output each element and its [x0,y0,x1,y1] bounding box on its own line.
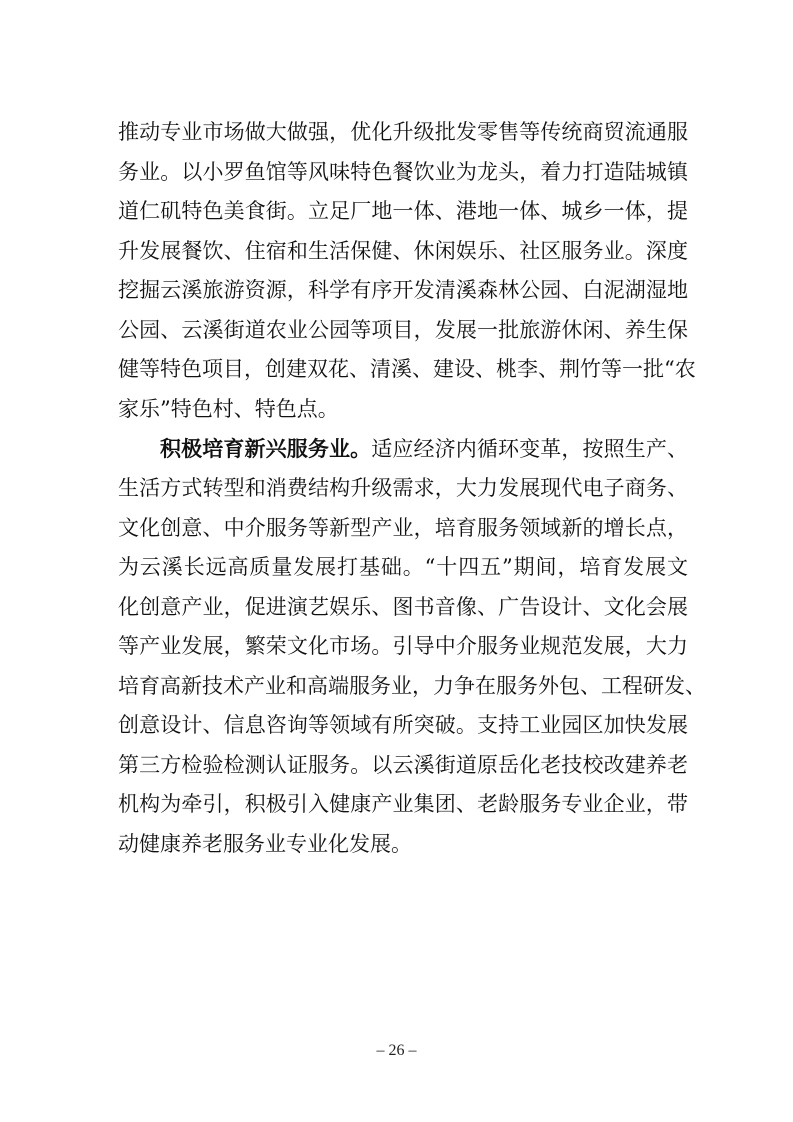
paragraph-2-line-2: 生活方式转型和消费结构升级需求，大力发展现代电子商务、 [118,476,688,500]
paragraph-2-line-5: 化创意产业，促进演艺娱乐、图书音像、广告设计、文化会展 [118,595,688,619]
paragraph-2-line-7: 培育高新技术产业和高端服务业，力争在服务外包、工程研发、 [118,674,706,698]
paragraph-2-line-3: 文化创意、中介服务等新型产业，培育服务领域新的增长点， [118,516,688,540]
paragraph-2-line-1 [160,434,688,464]
paragraph-2-line-4: 为云溪长远高质量发展打基础。“十四五”期间，培育发展文 [118,555,688,579]
paragraph-2-line-6: 等产业发展，繁荣文化市场。引导中介服务业规范发展，大力 [118,634,688,658]
paragraph-2-line-1-text: 适应经济内循环变革，按照生产、 [371,437,688,461]
paragraph-1-line-1: 推动专业市场做大做强，优化升级批发零售等传统商贸流通服 [118,120,688,144]
page-number: – 26 – [376,1042,417,1059]
paragraph-1-line-5: 挖掘云溪旅游资源，科学有序开发清溪森林公园、白泥湖湿地 [118,278,688,302]
paragraph-1-line-2: 务业。以小罗鱼馆等风味特色餐饮业为龙头，着力打造陆城镇 [118,160,688,184]
paragraph-1-line-6: 公园、云溪街道农业公园等项目，发展一批旅游休闲、养生保 [118,318,688,342]
paragraph-1-line-8: 家乐”特色村、特色点。 [118,397,339,421]
paragraph-1-line-4: 升发展餐饮、住宿和生活保健、休闲娱乐、社区服务业。深度 [118,239,688,263]
paragraph-2-line-9: 第三方检验检测认证服务。以云溪街道原岳化老技校改建养老 [118,753,688,777]
paragraph-1-line-7: 健等特色项目，创建双花、清溪、建设、桃李、荆竹等一批“农 [118,357,696,381]
paragraph-2-line-10: 机构为牵引，积极引入健康产业集团、老龄服务专业企业，带 [118,792,688,816]
paragraph-1-line-3: 道仁矶特色美食街。立足厂地一体、港地一体、城乡一体，提 [118,199,688,223]
paragraph-2-line-8: 创意设计、信息咨询等领域有所突破。支持工业园区加快发展 [118,713,688,737]
section-heading: 积极培育新兴服务业。 [160,436,372,461]
paragraph-2-line-11: 动健康养老服务业专业化发展。 [118,832,412,856]
